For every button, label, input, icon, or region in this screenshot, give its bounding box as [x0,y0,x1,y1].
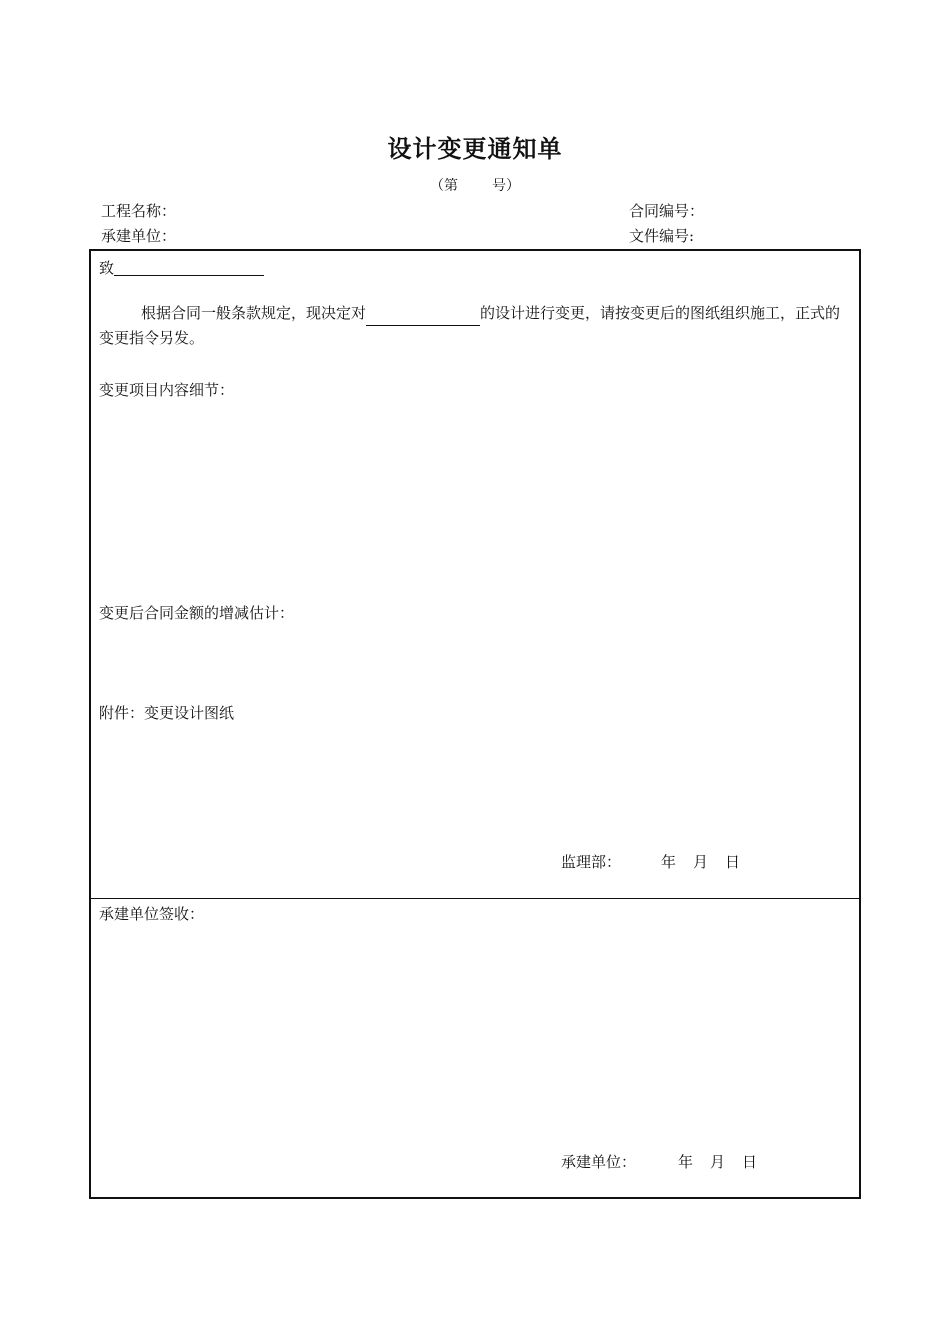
addressee-blank[interactable] [114,259,264,276]
serial-prefix: （第 [430,178,458,194]
day-label: 日 [725,853,741,871]
amount-label: 变更后合同金额的增减估计： [99,604,295,622]
supervisor-date [661,855,740,870]
details-label: 变更项目内容细节： [99,381,235,399]
serial-suffix: 号） [492,178,520,194]
page-title: 设计变更通知单 [387,135,563,163]
file-number-label: 文件编号: [629,227,695,245]
attachment-label: 附件：变更设计图纸 [99,704,235,722]
notice-text-before: 根据合同一般条款规定，现决定对 [141,304,367,322]
month-label: 月 [693,853,709,871]
month-label: 月 [710,1153,726,1171]
year-label: 年 [661,853,677,871]
project-name-label: 工程名称： [101,202,177,220]
day-label: 日 [742,1153,758,1171]
year-label: 年 [678,1153,694,1171]
item-blank[interactable] [366,309,480,326]
notice-text-after: 的设计进行变更，请按变更后的图纸组织施工，正式的变更指令另发。 [99,304,841,347]
receipt-label: 承建单位签收： [99,905,205,923]
contract-number-label: 合同编号： [629,202,705,220]
notice-paragraph [99,301,851,351]
to-label: 致 [99,259,115,277]
supervisor-label: 监理部： [561,853,622,871]
contractor-sign-label: 承建单位： [561,1153,637,1171]
addressee-line [99,259,264,276]
contractor-date [678,1155,757,1170]
form-box [89,249,861,1199]
section-divider [91,898,859,899]
serial-number [0,179,950,193]
contractor-label: 承建单位： [101,227,177,245]
